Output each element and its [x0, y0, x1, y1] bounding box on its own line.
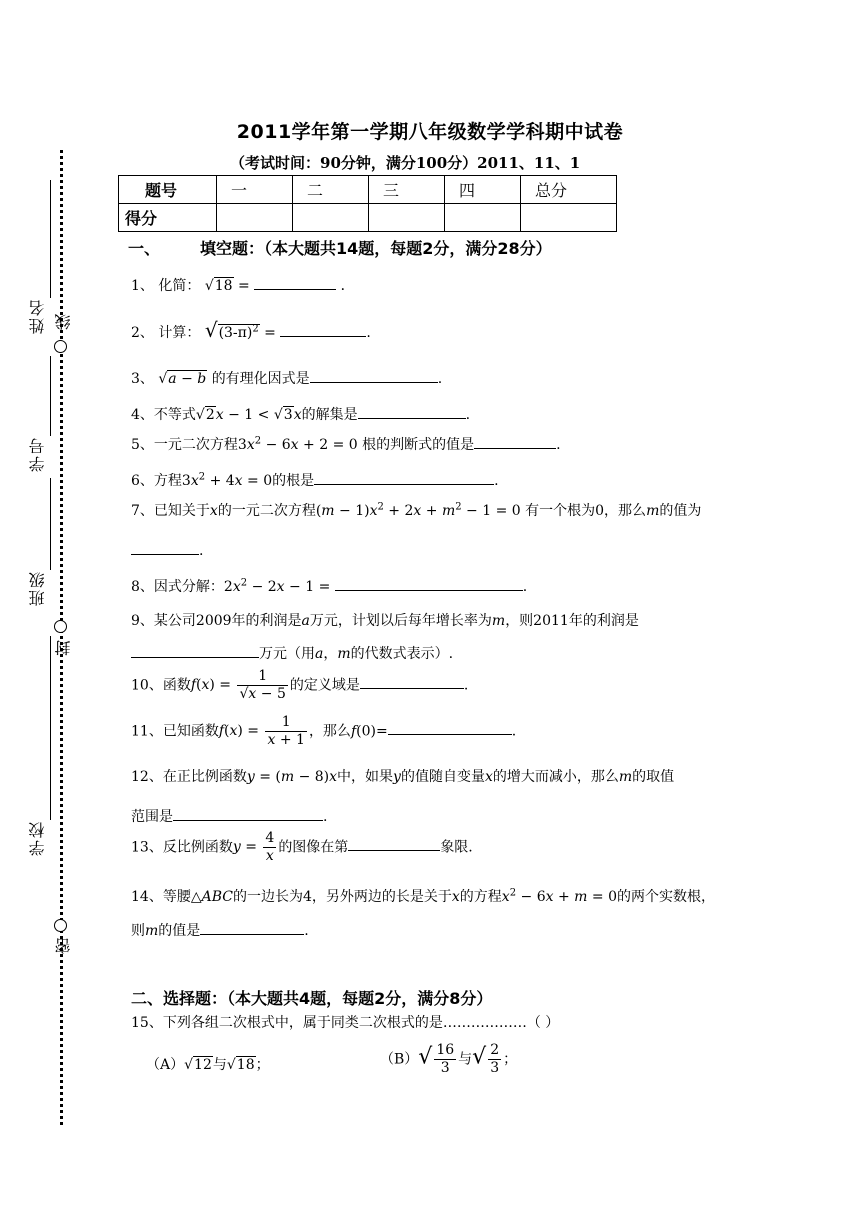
question-text: 3、	[131, 371, 159, 387]
binding-circle	[54, 340, 67, 353]
table-cell: 得分	[119, 204, 217, 232]
question-text: .	[522, 579, 528, 595]
question-10	[131, 668, 468, 703]
number-field-line[interactable]	[50, 356, 51, 436]
score-cell[interactable]	[293, 204, 369, 232]
table-cell: 总分	[521, 176, 617, 204]
question-12-line-2	[131, 806, 327, 826]
section-1-number: 一、	[128, 239, 161, 258]
option-label: （A）	[146, 1057, 185, 1073]
answer-blank[interactable]	[358, 404, 466, 419]
answer-blank[interactable]	[310, 368, 438, 383]
answer-blank[interactable]	[348, 836, 440, 851]
question-text: .	[463, 677, 469, 694]
option-b[interactable]: （B）√ $\frac{16}{3}$ 与√ $\frac{2}{3}$ ；	[380, 1042, 518, 1076]
question-3	[131, 368, 442, 388]
math-expression: $(m - 1)x^2 + 2x + m^2 - 1 = 0$	[315, 501, 521, 519]
question-text: 5、一元二次方程	[131, 437, 238, 453]
question-text: 10、函数	[131, 677, 191, 694]
number-label: 学号	[28, 436, 47, 472]
question-text: .	[465, 407, 471, 423]
page-title: 2011学年第一学期八年级数学学科期中试卷	[236, 121, 624, 143]
score-cell[interactable]	[217, 204, 293, 232]
score-cell[interactable]	[445, 204, 521, 232]
answer-blank[interactable]	[131, 540, 199, 555]
question-text: 万元，计划以后每年增长率为	[309, 613, 492, 629]
question-text: 14、等腰△	[131, 889, 202, 905]
question-14-line-2: 则m的值是 .	[131, 920, 309, 940]
question-text: 8、因式分解：	[131, 579, 224, 595]
math-expression: y = (m − 8)x	[246, 769, 338, 785]
question-text: .	[494, 473, 499, 489]
question-15	[131, 1012, 559, 1032]
question-text: 中，如果	[337, 769, 394, 785]
binding-circle	[54, 620, 67, 633]
question-13	[131, 830, 473, 865]
question-14: 14、等腰△ABC的一边长为4，另外两边的长是关于x的方程$x^2 - 6x + m = 0$的两个实数根，	[131, 887, 715, 905]
question-text: 6、方程	[131, 473, 182, 489]
table-cell: 三	[369, 176, 445, 204]
question-text: 15、下列各组二次根式中，属于同类二次根式的是………………（ ）	[131, 1015, 560, 1031]
question-text: 的一边长为4，另外两边的长是关于	[232, 889, 452, 905]
math-expression: $√(3-\pi)^2$	[204, 318, 259, 342]
section-1-title: 填空题：（本大题共14题，每题2分，满分28分）	[200, 239, 552, 258]
question-text: .	[437, 371, 443, 387]
question-text: ，则2011年的利润是	[505, 613, 639, 629]
section-2-heading: 二、选择题：（本大题共4题，每题2分，满分8分）	[131, 989, 493, 1008]
question-8	[131, 576, 527, 596]
question-text: 万元（用	[259, 646, 315, 662]
answer-blank[interactable]	[360, 674, 464, 689]
question-12: 12、在正比例函数y = (m − 8)x中，如果y的值随自变量x的增大而减小，那么m的取值	[131, 769, 675, 785]
table-row	[119, 204, 617, 232]
question-text: 13、反比例函数	[131, 839, 233, 856]
question-text: 的取值	[632, 769, 675, 785]
seal-char: 封	[54, 638, 73, 656]
question-text: 的有理化因式是	[211, 371, 310, 387]
question-text: 与	[212, 1057, 227, 1073]
question-text: .	[323, 809, 328, 825]
answer-blank[interactable]	[335, 576, 523, 591]
question-text: .	[366, 325, 371, 341]
math-expression: $2x^2 - 2x - 1$ =	[223, 577, 331, 595]
math-expression: √2	[195, 407, 215, 423]
question-text: 根的判断式的值是	[362, 437, 475, 453]
question-text: 象限.	[440, 839, 473, 856]
question-text: .	[304, 923, 309, 939]
question-9: 9、某公司2009年的利润是a万元，计划以后每年增长率为m，则2011年的利润是	[131, 613, 639, 629]
question-text: 1、 化简：	[131, 278, 201, 294]
question-text: 的根是	[272, 473, 315, 489]
question-text: .	[556, 437, 561, 453]
name-field-line[interactable]	[50, 180, 51, 298]
math-expression: $\frac{2}{3}$	[490, 1042, 500, 1076]
math-expression: $x^2 - 6x + m = 0$	[501, 887, 617, 905]
answer-blank[interactable]	[200, 920, 304, 935]
question-text: 的定义域是	[289, 677, 360, 694]
question-text: ，	[323, 646, 338, 662]
question-text: ，那么	[308, 723, 351, 740]
question-text: 的方程	[459, 889, 502, 905]
name-label: 姓名	[28, 298, 47, 334]
table-cell: 题号	[119, 176, 217, 204]
question-text: 的一元二次方程	[217, 503, 316, 519]
question-2: 2、 计算： $√(3-\pi)^2$ = .	[131, 318, 371, 342]
school-label: 学校	[28, 820, 47, 856]
math-expression: y = $\frac{4}{x}$	[232, 830, 275, 864]
math-expression: $3x^2 + 4x = 0$	[181, 471, 273, 489]
question-text: 的值随自变量	[400, 769, 485, 785]
question-text: 有一个根为0，那么	[525, 503, 647, 519]
exam-info: （考试时间：90分钟，满分100分）2011、11、1	[230, 154, 581, 172]
question-text: 的两个实数根，	[617, 889, 715, 905]
question-text: .	[511, 723, 517, 740]
answer-blank[interactable]	[131, 643, 259, 658]
school-field-line[interactable]	[50, 636, 51, 820]
math-expression: f(0)=	[350, 723, 388, 740]
table-cell: 一	[217, 176, 293, 204]
question-11	[131, 714, 516, 749]
math-text: 18	[214, 278, 233, 294]
table-row	[119, 176, 617, 204]
answer-blank[interactable]	[280, 322, 366, 337]
table-cell: 四	[445, 176, 521, 204]
question-text: 的解集是	[301, 407, 358, 423]
line-char: 线	[54, 312, 73, 330]
table-cell: 二	[293, 176, 369, 204]
question-text: 11、已知函数	[131, 723, 219, 740]
question-text: 7、已知关于	[131, 503, 210, 519]
question-text: 2、 计算：	[131, 325, 201, 341]
score-cell[interactable]	[521, 204, 617, 232]
question-text: 的代数式表示）.	[350, 646, 454, 662]
question-1: 1、 化简： √18 = ．	[131, 275, 355, 295]
question-9-line-2: 万元（用a，m的代数式表示）.	[131, 643, 453, 663]
answer-blank[interactable]	[474, 434, 556, 449]
answer-blank[interactable]	[173, 806, 323, 821]
math-expression: √3	[273, 407, 293, 423]
question-text: .	[199, 543, 204, 559]
question-text: 4、不等式	[131, 407, 196, 423]
math-expression: √18	[204, 278, 233, 294]
question-text: 范围是	[131, 809, 173, 825]
option-label: （B）	[380, 1051, 419, 1068]
math-expression: √18	[226, 1057, 255, 1073]
answer-blank[interactable]	[388, 720, 512, 735]
question-text: 9、某公司2009年的利润是	[131, 613, 302, 629]
question-6	[131, 470, 499, 490]
question-7: 7、已知关于x的一元二次方程$(m - 1)x^2 + 2x + m^2 - 1 = 0$ 有一个根为0，那么m的值为	[131, 501, 702, 519]
option-a[interactable]: （A）√12与√18；	[146, 1057, 270, 1073]
question-text: 12、在正比例函数	[131, 769, 247, 785]
math-expression: $\frac{16}{3}$	[436, 1042, 455, 1076]
math-expression: √12	[184, 1057, 212, 1073]
math-text: $(3-\pi)^2$	[218, 323, 259, 341]
question-text: 的值是	[158, 923, 201, 939]
question-text: 的增大而减小，那么	[492, 769, 619, 785]
score-table	[118, 175, 617, 232]
question-text: 的图像在第	[278, 839, 349, 856]
question-4: 4、不等式√2x − 1 < √3x的解集是 .	[131, 404, 470, 424]
question-text: ．	[340, 278, 355, 294]
question-text: 的值为	[659, 503, 702, 519]
answer-blank[interactable]	[314, 470, 494, 485]
section-1-heading	[128, 236, 552, 259]
class-label: 班级	[28, 570, 47, 606]
class-field-line[interactable]	[50, 478, 51, 570]
answer-blank[interactable]	[254, 275, 336, 290]
math-expression: $3x^2 - 6x + 2 = 0$	[237, 435, 358, 453]
math-expression: √a − b	[158, 371, 207, 387]
question-7-line-2	[131, 540, 203, 559]
score-cell[interactable]	[369, 204, 445, 232]
math-text: a − b	[168, 371, 207, 387]
math-expression: f(x) = $\frac{1}{x + 1}$	[218, 714, 305, 748]
question-text: 则	[131, 923, 145, 939]
secret-char: 密	[54, 936, 73, 954]
math-text: (3-π)	[218, 325, 253, 341]
math-expression: f(x) = $\frac{1}{√x - 5}$	[190, 668, 286, 702]
binding-circle	[54, 919, 67, 932]
question-text: 与	[458, 1051, 473, 1068]
question-5	[131, 434, 561, 454]
